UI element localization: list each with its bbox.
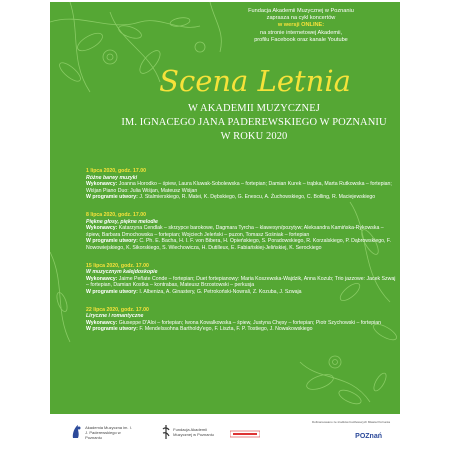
program-text: F. Mendelssohna Bartholdy'ego, F. Liszta, F. P. Tostiego, J. Nowakowskiego — [139, 326, 313, 333]
performers-text: Giuseppe D'Aloi – fortepian; Iwona Kowalkowska – śpiew, Justyna Chęsy – fortepian; Piotr Szychowski – fortepian — [118, 319, 382, 326]
intro-text — [216, 8, 386, 44]
event-performers — [86, 276, 398, 289]
funding-note: Dofinansowano ze środków budżetowych Miasta Poznania — [311, 420, 390, 424]
program-text: C. Ph. E. Bacha, H. I. F. von Bibera, H. Opieńskiego, S. Poradowskiego, R. Korzalskiego, P. Dąbrowskiego, F. Nowowiejskiego, K. Sikorskiego, S. Wiechowicza, H. Dutilleux, E. Fabiańskiej-Jelińskiej, K. Serockiego — [86, 238, 391, 251]
event-date: 1 lipca 2020, godz. 17.00 — [86, 168, 146, 174]
event-program — [86, 238, 398, 251]
performers-text: Joanna Horodko – śpiew, Laura Kluwak-Sobolewska – fortepian; Damian Kurek – trąbka, Marta Rutkowska – fortepian; Wiśjan Piano Duo: Julia Wiśjan, Mateusz Wiśjan — [86, 181, 392, 194]
footer — [50, 414, 400, 448]
event-list — [86, 168, 398, 344]
event-program — [86, 326, 398, 333]
subtitle-line: W ROKU 2020 — [220, 131, 288, 142]
event-date: 15 lipca 2020, godz. 17.00 — [86, 262, 149, 269]
performers-label: Wykonawcy: — [86, 319, 118, 326]
event-item — [86, 212, 398, 252]
event-item — [86, 168, 398, 201]
poznan-logo: POZnań — [355, 433, 382, 440]
foundation-logo-text: Fundacja Akademii Muzycznej w Poznaniu — [173, 427, 214, 437]
event-name: Piękne głosy, piękne melodie — [86, 218, 158, 225]
partner-logo — [230, 426, 260, 436]
performers-label: Wykonawcy: — [86, 275, 118, 282]
event-performers — [86, 181, 398, 194]
poster-title: Scena Letnia — [159, 64, 351, 98]
event-name: W muzycznym kalejdoskopie — [86, 269, 158, 276]
foundation-logo — [160, 424, 230, 440]
event-item — [86, 263, 398, 296]
event-date: 8 lipca 2020, godz. 17.00 — [86, 211, 146, 218]
program-label: W programie utwory: — [86, 326, 138, 333]
intro-line: profilu Facebook oraz kanale Youtube — [254, 36, 348, 43]
academy-logo — [70, 424, 140, 440]
program-label: W programie utwory: — [86, 194, 138, 201]
subtitle-line: W AKADEMII MUZYCZNEJ — [188, 103, 320, 114]
poster — [50, 2, 400, 448]
intro-line: na stronie internetowej Akademii, — [259, 29, 343, 36]
performers-text: Katarzyna Cendlak – skrzypce barokowe, Dagmara Tyrcha – klawesyn/pozytyw; Aleksandra Kamińska-Rykowska – śpiew, Barbara Dmochowska – fortepian; Wojciech Jeleński – puzon, Tomasz Sośniak – fortepian — [86, 225, 384, 238]
program-label: W programie utwory: — [86, 288, 138, 295]
event-item — [86, 307, 398, 333]
event-program — [86, 289, 398, 296]
event-program — [86, 194, 398, 201]
event-performers — [86, 320, 398, 327]
program-text: J. Stalmierskiego, R. Matei, K. Dębskiego, G. Enescu, A. Żuchowskiego, C. Bolling, R. Maciejewskiego — [139, 194, 376, 201]
event-name: Liryczne i romantyczne — [86, 313, 144, 320]
partner-logo-icon — [230, 429, 260, 439]
intro-line: Fundacja Akademii Muzycznej w Poznaniu — [248, 8, 354, 14]
performers-label: Wykonawcy: — [86, 225, 118, 232]
event-performers — [86, 225, 398, 238]
performers-label: Wykonawcy: — [86, 181, 118, 188]
event-name: Różne barwy muzyki — [86, 174, 138, 181]
performers-text: Jaime Peñate Conde – fortepian; Duet fortepianowy: Maria Koszewska-Wajdzik, Anna Kozub; Trio jazzowe: Jacek Szwaj – fortepian, Damian Kostka – kontrabas, Mateusz Brzostowski – perkusja — [86, 275, 396, 289]
foundation-logo-icon — [160, 424, 172, 440]
program-text: I. Albeniza, A. Ginastery, G. Petrokoński-Nowrali, Z. Kozuba, J. Szwaja — [139, 288, 302, 295]
poster-subtitle — [116, 102, 392, 144]
event-date: 22 lipca 2020, godz. 17.00 — [86, 306, 149, 313]
intro-line: zaprasza na cykl koncertów — [266, 15, 336, 22]
academy-logo-text: Akademia Muzyczna im. I. J. Paderewskiego w Poznaniu — [85, 424, 132, 440]
subtitle-line: IM. IGNACEGO JANA PADEREWSKIEGO W POZNANIU — [121, 117, 387, 128]
academy-logo-icon — [70, 424, 84, 440]
intro-highlight: w wersji ONLINE: — [277, 22, 325, 29]
program-label: W programie utwory: — [86, 238, 138, 245]
